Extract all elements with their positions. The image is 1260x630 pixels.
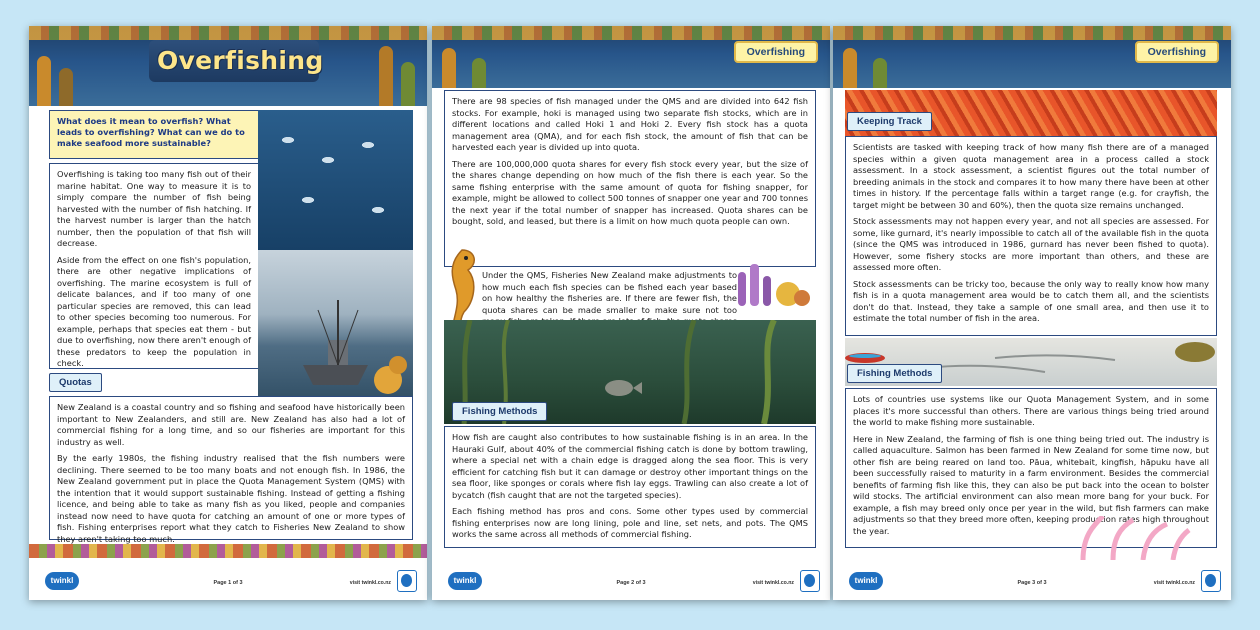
paragraph: Lots of countries use systems like our Quota Management System, and in some places it's more successful than others. There are various things being tried around the world to make fishing more sustainable.: [853, 394, 1209, 427]
page-tag: Overfishing: [1135, 41, 1219, 63]
page-tag: Overfishing: [734, 41, 818, 63]
kelp-decoration: [873, 58, 887, 88]
paragraph: Stock assessments can be tricky too, because the only way to really know how many fish is in a quota management area would be to catch them all, and the scientists don't do that. Instead, they take a sample of one small area, and then use it to estimate the total number of fish in the area.: [853, 278, 1209, 323]
visit-link[interactable]: visit twinkl.co.nz: [1153, 580, 1195, 586]
page-number: Page 3 of 3: [1017, 580, 1047, 586]
kelp-decoration: [379, 46, 393, 106]
footer: [833, 560, 1231, 600]
coral-border: [833, 26, 1231, 40]
kelp-decoration: [401, 62, 415, 106]
twinkl-logo: twinkl: [849, 572, 883, 590]
tracking-text: [853, 142, 1209, 325]
coral-decoration-icon: [732, 258, 812, 308]
worksheet-page-3: [833, 26, 1231, 600]
nz-curriculum-logo-icon: [397, 570, 417, 592]
methods-box: [444, 426, 816, 548]
paragraph: Overfishing is taking too many fish out of their marine habitat. One way to measure it is to simply compare the number of fish being harvested with the number of fish hatching. If the harvest number is larger than the hatch number, then the population of that fish will decrease.: [57, 169, 251, 248]
quotas-label: Quotas: [49, 373, 102, 392]
kelp-decoration: [59, 68, 73, 106]
page-title: Overfishing: [157, 46, 324, 75]
quotas-box: [49, 396, 413, 544]
kelp-decoration: [843, 48, 857, 88]
worksheet-page-1: [29, 26, 427, 600]
methods-text: [452, 432, 808, 541]
paragraph: Stock assessments may not happen every year, and not all species are assessed. For some, like gurnard, it's nearly impossible to catch all of the available fish in the quota (since the QMS was introduced in 1986, gurnard has never been fished to quota). However, some fishery stocks are more important than others, and these are assessed more often.: [853, 216, 1209, 272]
paragraph: There are 98 species of fish managed under the QMS and are divided into 642 fish stocks. For example, hoki is managed using two separate fish stocks, which are in different locations and called Hoki 1 and Hoki 2. Every fish stock has a quota management area (QMA), and for each fish stock, the amount of fish that can be harvested each year is divided up into quota.: [452, 96, 808, 152]
paragraph: New Zealand is a coastal country and so fishing and seafood have historically been important to New Zealanders, and still are. New Zealand has also had a lot of commercial fishing for a long time, and so our fisheries are important for this industry as well.: [57, 402, 405, 447]
paragraph: Aside from the effect on one fish's population, there are other negative implications of overfishing. The marine ecosystem is full of delicate balances, and if too many of one particular species are removed, this can lead to other species becoming too numerous. For example, perhaps that species eat them - but due to overfishing, now there aren't enough of these predators to keep the population in check.: [57, 254, 251, 368]
qms-box: [444, 90, 816, 267]
fishing-methods-label: Fishing Methods: [452, 402, 547, 421]
keeping-track-label: Keeping Track: [847, 112, 932, 131]
intro-text: [57, 169, 251, 370]
fishing-methods-label: Fishing Methods: [847, 364, 942, 383]
kelp-decoration: [37, 56, 51, 106]
pink-coral-icon: [1073, 516, 1193, 560]
page-number: Page 1 of 3: [213, 580, 243, 586]
coral-border: [29, 26, 427, 40]
quotas-text: [57, 402, 405, 545]
tracking-box: [845, 136, 1217, 336]
worksheet-page-2: [432, 26, 830, 600]
visit-link[interactable]: visit twinkl.co.nz: [349, 580, 391, 586]
visit-link[interactable]: visit twinkl.co.nz: [752, 580, 794, 586]
footer: [432, 560, 830, 600]
question-text: What does it mean to overfish? What leads to overfishing? What can we do to make seafood more sustainable?: [57, 116, 245, 148]
paragraph: How fish are caught also contributes to how sustainable fishing is in an area. In the Hauraki Gulf, about 40% of the commercial fishing catch is done by bottom trawling, where a special net with a chain edge is dragged along the sea floor. This is very efficient for catching fish but it can damage or destroy other important things on the sea floor, like sponges or corals where fish lay eggs. Trawling can also create a lot of bycatch (fish caught that are not the targeted species).: [452, 432, 808, 500]
nz-curriculum-logo-icon: [1201, 570, 1221, 592]
twinkl-logo: twinkl: [448, 572, 482, 590]
paragraph: Scientists are tasked with keeping track of how many fish there are of a managed species within a given quota management area in a process called a stock assessment. In a stock assessment, a scientist figures out the total number of breeding animals in the stock and compares it to how many there have been at other times in history. If the percentage falls within a target range (e.g. for crayfish, the target might be between 30 and 60%), then the quota size remains unchanged.: [853, 142, 1209, 210]
trawler-boat-icon: [258, 250, 413, 410]
footer: [29, 560, 427, 600]
kelp-decoration: [442, 48, 456, 88]
kelp-decoration: [472, 58, 486, 88]
fish-school-photo: [258, 110, 413, 250]
paragraph: Under the QMS, Fisheries New Zealand make adjustments to how much each fish species can be fished each year based on how healthy the fisheries are. If there are fewer fish, the quota shares can be made smaller to make sure not too: [482, 270, 737, 315]
page-number: Page 2 of 3: [616, 580, 646, 586]
intro-box: [49, 163, 259, 369]
trawler-photo: [258, 250, 413, 410]
nz-curriculum-logo-icon: [800, 570, 820, 592]
paragraph: Each fishing method has pros and cons. Some other types used by commercial fishing enterprises now are long lining, pole and line, set nets, and pots. The QMS works the same across all methods of commercial fishing.: [452, 506, 808, 539]
coral-border: [432, 26, 830, 40]
twinkl-logo: twinkl: [45, 572, 79, 590]
qms-text: [452, 96, 808, 228]
paragraph: There are 100,000,000 quota shares for every fish stock every year, but the size of the shares change depending on how much of the fish there is each year. So the same fishing enterprise with the same amount of quota for fishing snapper, for example, might be allowed to collect 500 tonnes of snapper one year and 700 tonnes the next year if the total number of snapper has increased. Quota shares can be bought, sold, and leased, but there is a limit on how much quota people can own.: [452, 158, 808, 226]
reef-border: [29, 544, 427, 558]
question-box: [49, 110, 259, 159]
paragraph: Here in New Zealand, the farming of fish is one thing being tried out. The industry is called aquaculture. Salmon has been farmed in New Zealand for some time now, but other fish are being reared on land too. Pāua, whitebait, kingfish, hāpuku have all been successfully raised to maturity in a farm environment. Besides the commercial benefits of farming fish like this, they can also be put back into the ocean to bolster wild stocks. The artificial environment can also mean more bang for your buck. For example, a fish may breed only once per year in the wild, but fish farmers can make adjustments so that they breed more often, keeping production rates high throughout the year.: [853, 433, 1209, 536]
paragraph: By the early 1980s, the fishing industry realised that the fish numbers were declining. There seemed to be too many boats and not enough fish. In 1986, the New Zealand government put in place the Quota Management System (QMS) with the intention that it would support sustainable fishing. Instead of getting a fishing licence, and being able to take as many fish as you liked, people and companies instead now need to have quota for catching an amount of one or more types of fish. Fishing enterprises report what they catch to Fisheries New Zealand to show they aren't taking too much.: [57, 453, 405, 544]
